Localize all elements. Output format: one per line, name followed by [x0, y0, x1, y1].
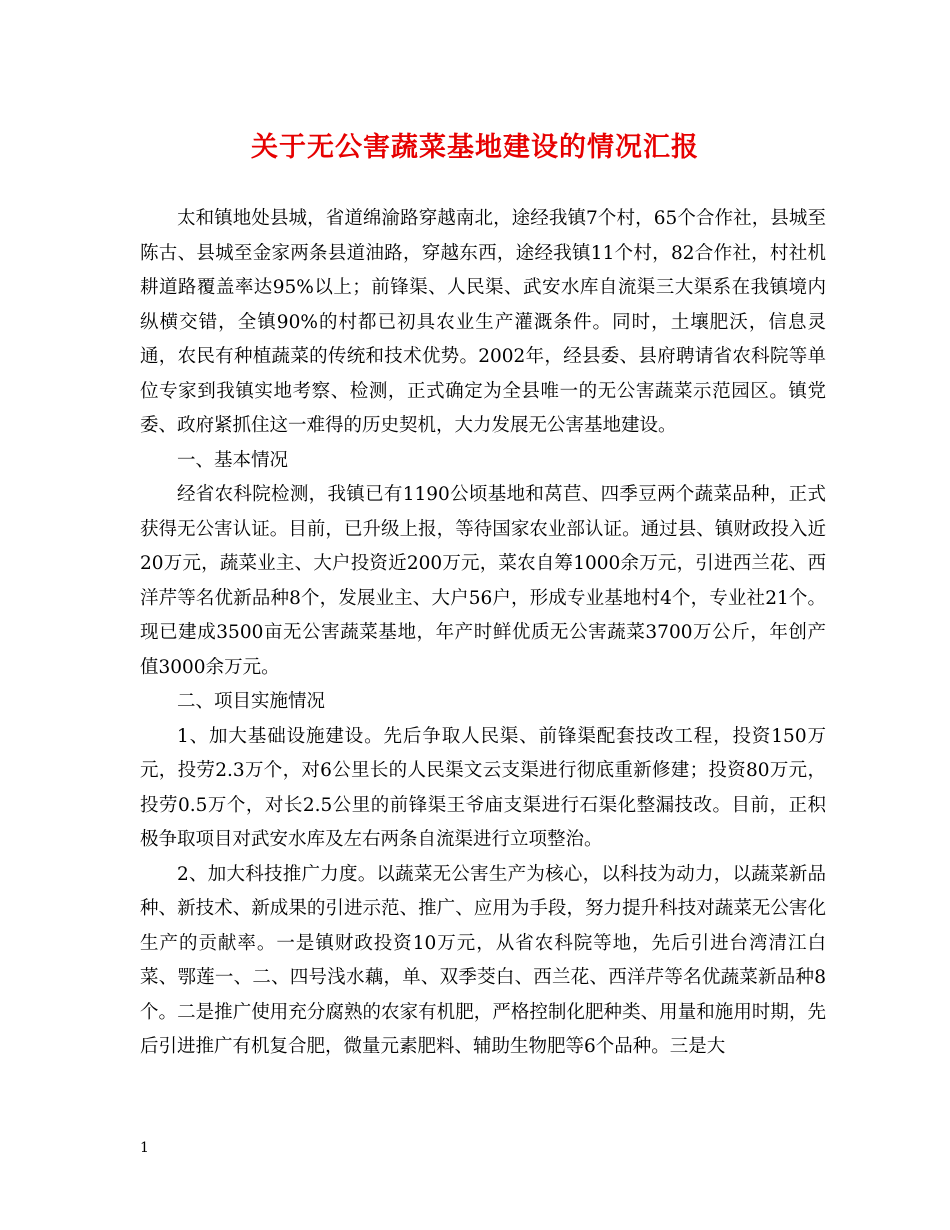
paragraph-infrastructure: 1、加大基础设施建设。先后争取人民渠、前锋渠配套技改工程，投资150万元，投劳2.3万个，对6公里长的人民渠文云支渠进行彻底重新修建；投资80万元，投劳0.5万个，对长2.5公里的前锋渠王爷庙支渠进行石渠化整漏技改。目前，正积极争取项目对武安水库及左右两条自流渠进行立项整治。: [140, 725, 826, 850]
section-heading-basic: 一、基本情况: [177, 449, 289, 471]
document-title: 关于无公害蔬菜基地建设的情况汇报: [251, 132, 699, 163]
document-body: [140, 202, 826, 1065]
paragraph-intro: 太和镇地处县城，省道绵渝路穿越南北，途经我镇7个村，65个合作社，县城至陈古、县城至金家两条县道油路，穿越东西，途经我镇11个村，82合作社，村社机耕道路覆盖率达95%以上；前锋渠、人民渠、武安水库自流渠三大渠系在我镇境内纵横交错，全镇90%的村都已初具农业生产灌溉条件。同时，土壤肥沃，信息灵通，农民有种植蔬菜的传统和技术优势。2002年，经县委、县府聘请省农科院等单位专家到我镇实地考察、检测，正式确定为全县唯一的无公害蔬菜示范园区。镇党委、政府紧抓住这一难得的历史契机，大力发展无公害基地建设。: [140, 208, 826, 436]
paragraph-basic: 经省农科院检测，我镇已有1190公顷基地和莴苣、四季豆两个蔬菜品种，正式获得无公害认证。目前，已升级上报，等待国家农业部认证。通过县、镇财政投入近20万元，蔬菜业主、大户投资近200万元，菜农自筹1000余万元，引进西兰花、西洋芹等名优新品种8个，发展业主、大户56户，形成专业基地村4个，专业社21个。现已建成3500亩无公害蔬菜基地，年产时鲜优质无公害蔬菜3700万公斤，年创产值3000余万元。: [140, 484, 826, 678]
paragraph-technology: 2、加大科技推广力度。以蔬菜无公害生产为核心，以科技为动力，以蔬菜新品种、新技术、新成果的引进示范、推广、应用为手段，努力提升科技对蔬菜无公害化生产的贡献率。一是镇财政投资10万元，从省农科院等地，先后引进台湾清江白菜、鄂莲一、二、四号浅水藕，单、双季茭白、西兰花、西洋芹等名优蔬菜新品种8个。二是推广使用充分腐熟的农家有机肥，严格控制化肥种类、用量和施用时期，先后引进推广有机复合肥，微量元素肥料、辅助生物肥等6个品种。三是大: [140, 863, 826, 1057]
section-heading-implementation: 二、项目实施情况: [177, 691, 326, 712]
page-number: 1: [140, 1140, 149, 1156]
